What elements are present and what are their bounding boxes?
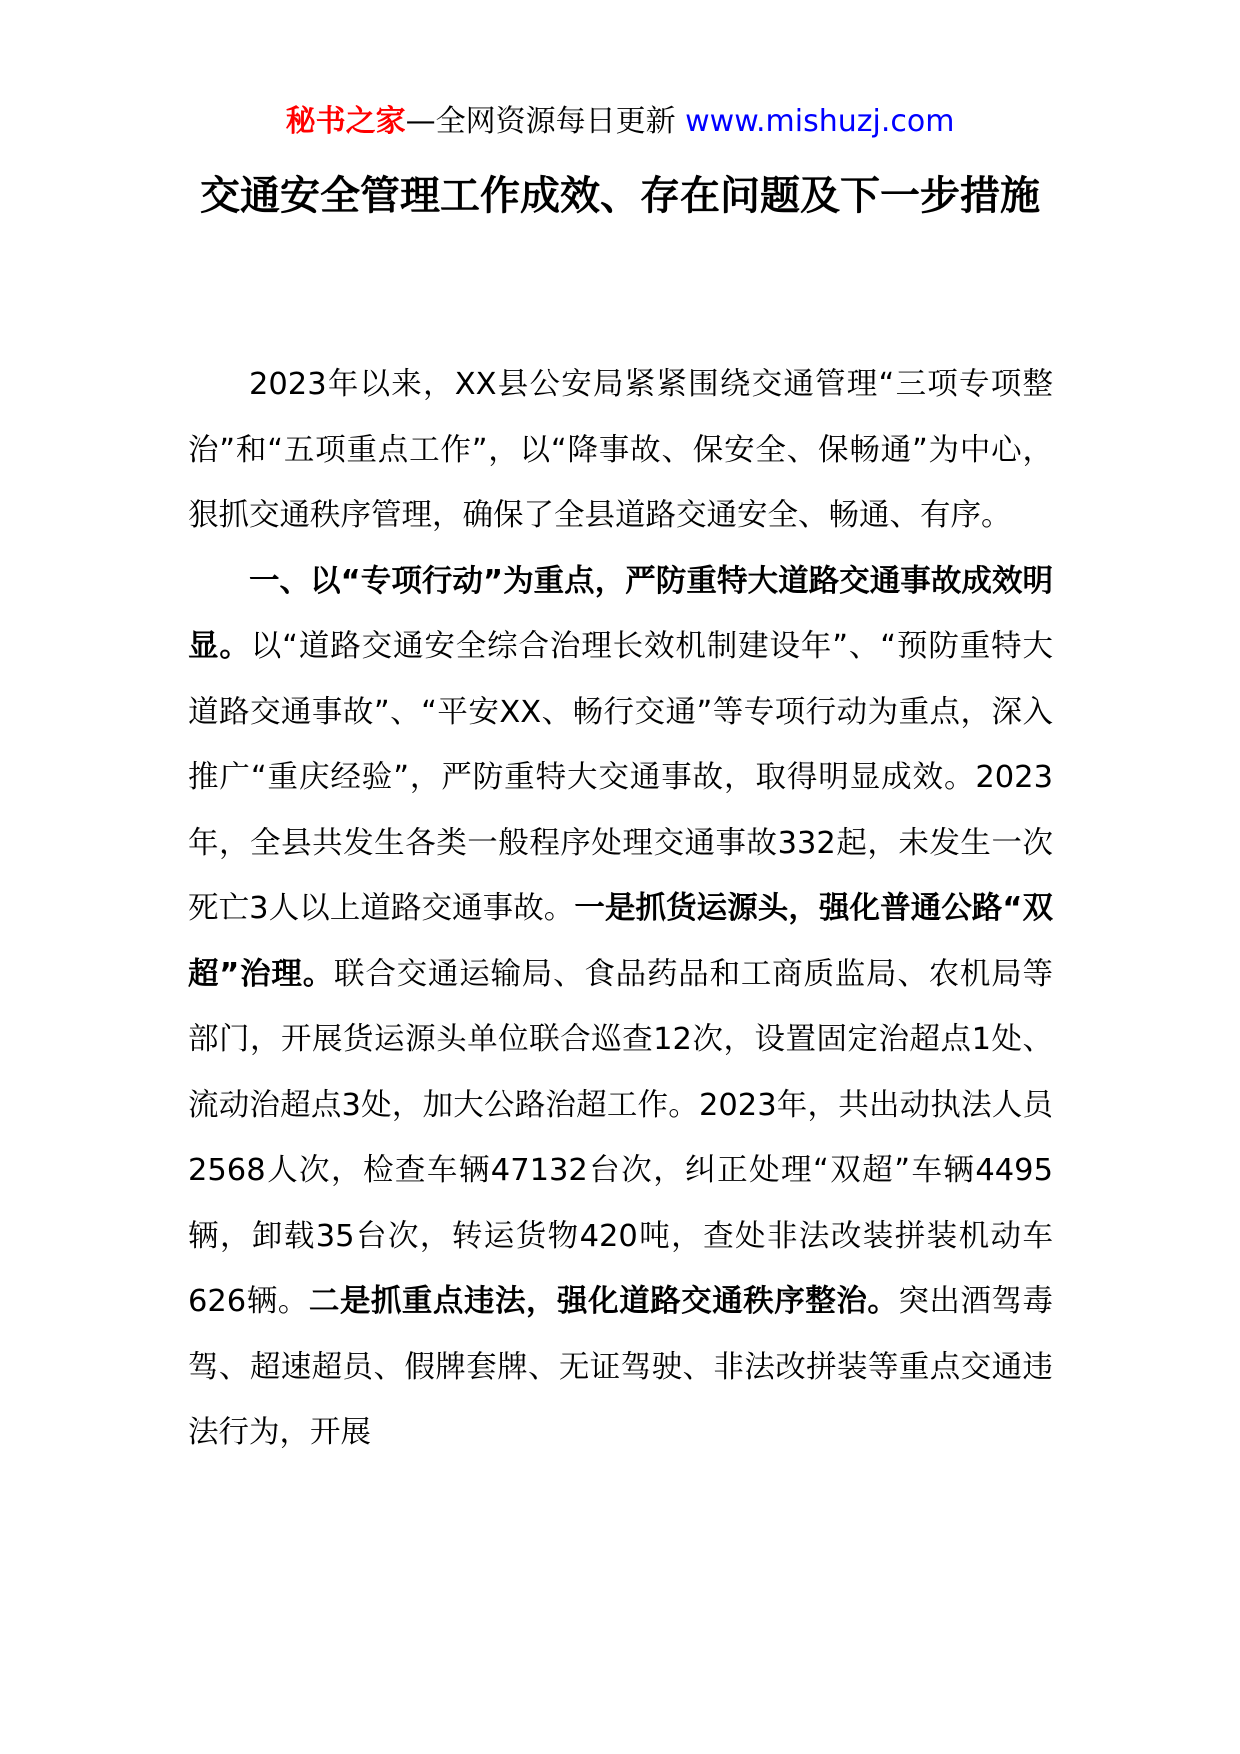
site-url-link[interactable]: www.mishuzj.com	[685, 104, 955, 139]
document-title: 交通安全管理工作成效、存在问题及下一步措施	[200, 173, 1040, 219]
sub-point-heading: 二是抓重点违法，强化道路交通秩序整治。	[308, 1284, 899, 1319]
sub-point-heading: 一是抓货运源头，强化普通公路“双超”治理。	[188, 891, 1054, 992]
header-tagline: —全网资源每日更新	[405, 104, 676, 139]
text-run: 突出酒驾毒驾、超速超员、假牌套牌、无证驾驶、非法改拼装等重点交通违法行为，开展	[188, 1284, 1054, 1450]
brand-name: 秘书之家	[285, 104, 406, 139]
section-heading: 一、以“专项行动”为重点，严防重特大道路交通事故成效明显。	[188, 563, 1053, 664]
site-header	[0, 100, 1240, 144]
document-body	[188, 352, 1053, 1466]
intro-paragraph	[188, 352, 1053, 549]
section-one-paragraph	[188, 549, 1053, 1466]
text-run: 联合交通运输局、食品药品和工商质监局、农机局等部门，开展货运源头单位联合巡查12次，设置固定治超点1处、流动治超点3处，加大公路治超工作。2023年，共出动执法人员2568人次，检查车辆47132台次，纠正处理“双超”车辆4495辆，卸载35台次，转运货物420吨，查处非法改装拼装机动车626辆。	[188, 956, 1054, 1319]
text-run: 2023年以来，XX县公安局紧紧围绕交通管理“三项专项整治”和“五项重点工作”，以“降事故、保安全、保畅通”为中心，狠抓交通秩序管理，确保了全县道路交通安全、畅通、有序。	[188, 367, 1053, 533]
text-run: 以“道路交通安全综合治理长效机制建设年”、“预防重特大道路交通事故”、“平安XX、畅行交通”等专项行动为重点，深入推广“重庆经验”，严防重特大交通事故，取得明显成效。2023年，全县共发生各类一般程序处理交通事故332起，未发生一次死亡3人以上道路交通事故。	[188, 629, 1054, 926]
